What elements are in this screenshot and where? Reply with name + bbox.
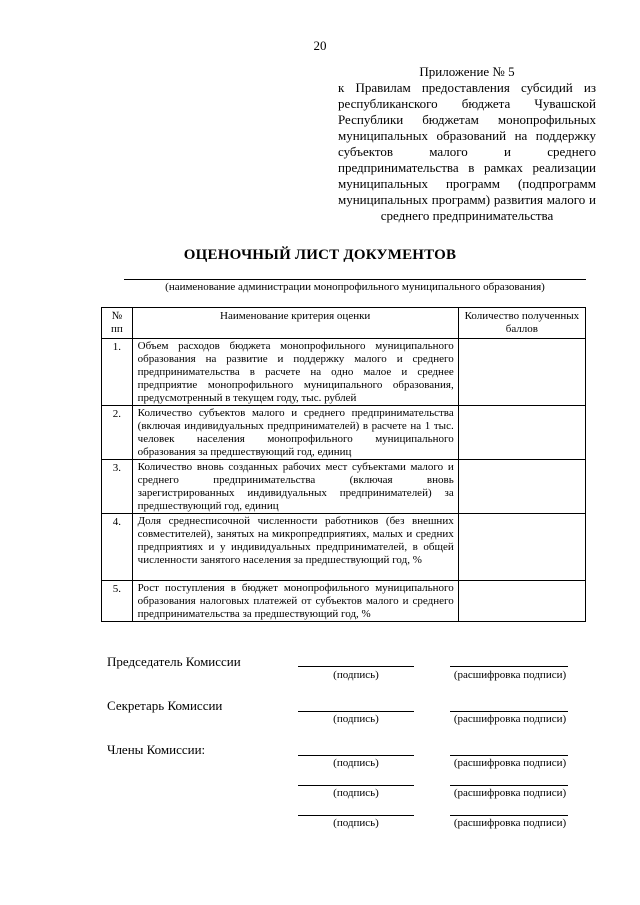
row-points-cell: [458, 339, 585, 406]
table-row: [102, 460, 586, 514]
row-number: 2.: [102, 406, 133, 460]
member-signature-line: [298, 785, 414, 786]
row-points-cell: [458, 514, 585, 581]
document-title: ОЦЕНОЧНЫЙ ЛИСТ ДОКУМЕНТОВ: [183, 247, 457, 263]
appendix-block: [338, 64, 596, 224]
row-criterion: Рост поступления в бюджет монопрофильного муниципального образования налоговых платежей от субъектов малого и среднего предпринимательства за предшествующий год, %: [132, 581, 458, 622]
chairman-label: Председатель Комиссии: [107, 654, 241, 669]
header-number: № пп: [102, 308, 133, 339]
row-points-cell: [458, 406, 585, 460]
row-criterion: Количество вновь созданных рабочих мест субъектами малого и среднего предпринимательства (включая вновь зарегистрированных индивидуальных предпринимателей) за предшествующий год, единиц: [132, 460, 458, 514]
members-label: Члены Комиссии:: [107, 742, 206, 757]
admin-name-caption: (наименование администрации монопрофильного муниципального образования): [165, 281, 545, 293]
secretary-signature-line: [298, 711, 414, 712]
chairman-decode-line: [450, 666, 568, 667]
member-signature-line: [298, 815, 414, 816]
secretary-decode-line: [450, 711, 568, 712]
header-criterion: Наименование критерия оценки: [132, 308, 458, 339]
row-points-cell: [458, 460, 585, 514]
table-header-row: [102, 308, 586, 339]
table-row: [102, 406, 586, 460]
member-signature-caption: (подпись): [333, 757, 379, 769]
row-number: 5.: [102, 581, 133, 622]
chairman-signature-caption: (подпись): [333, 669, 379, 681]
member-decode-line: [450, 755, 568, 756]
member-decode-line: [450, 815, 568, 816]
criteria-table: [101, 307, 586, 622]
secretary-decode-caption: (расшифровка подписи): [453, 713, 567, 725]
member-decode-caption: (расшифровка подписи): [453, 817, 567, 829]
member-signature-caption: (подпись): [333, 817, 379, 829]
member-signature-caption: (подпись): [333, 787, 379, 799]
page-number: 20: [313, 38, 327, 53]
admin-name-line: [124, 279, 586, 280]
member-decode-line: [450, 785, 568, 786]
table-row: [102, 581, 586, 622]
chairman-signature-line: [298, 666, 414, 667]
appendix-text: к Правилам предоставления субсидий из республиканского бюджета Чувашской Республики бюджетам монопрофильных муниципальных образований на поддержку субъектов малого и среднего предпринимательства в рамках реализации муниципальных программ (подпрограмм муниципальных программ) развития малого и среднего предпринимательства: [338, 80, 596, 223]
row-criterion: Объем расходов бюджета монопрофильного муниципального образования на развитие и поддержку малого и среднего предпринимательства в расчете на одно малое и среднее предприятие монопрофильного муниципального образования, предусмотренный в текущем году, тыс. рублей: [132, 339, 458, 406]
appendix-heading: Приложение № 5: [419, 64, 515, 79]
secretary-label: Секретарь Комиссии: [107, 698, 223, 713]
table-row: [102, 514, 586, 581]
row-criterion: Количество субъектов малого и среднего предпринимательства (включая индивидуальных предпринимателей) в расчете на 1 тыс. человек населения монопрофильного муниципального образования за предшествующий год, единиц: [132, 406, 458, 460]
member-decode-caption: (расшифровка подписи): [453, 787, 567, 799]
member-signature-line: [298, 755, 414, 756]
row-number: 4.: [102, 514, 133, 581]
member-decode-caption: (расшифровка подписи): [453, 757, 567, 769]
header-points: Количество полученных баллов: [458, 308, 585, 339]
row-points-cell: [458, 581, 585, 622]
chairman-decode-caption: (расшифровка подписи): [453, 669, 567, 681]
row-number: 1.: [102, 339, 133, 406]
secretary-signature-caption: (подпись): [333, 713, 379, 725]
row-number: 3.: [102, 460, 133, 514]
table-row: [102, 339, 586, 406]
row-criterion: Доля среднесписочной численности работников (без внешних совместителей), занятых на микропредприятиях, малых и средних предприятиях и у индивидуальных предпринимателей, в общей численности занятого населения за предшествующий год, %: [132, 514, 458, 581]
